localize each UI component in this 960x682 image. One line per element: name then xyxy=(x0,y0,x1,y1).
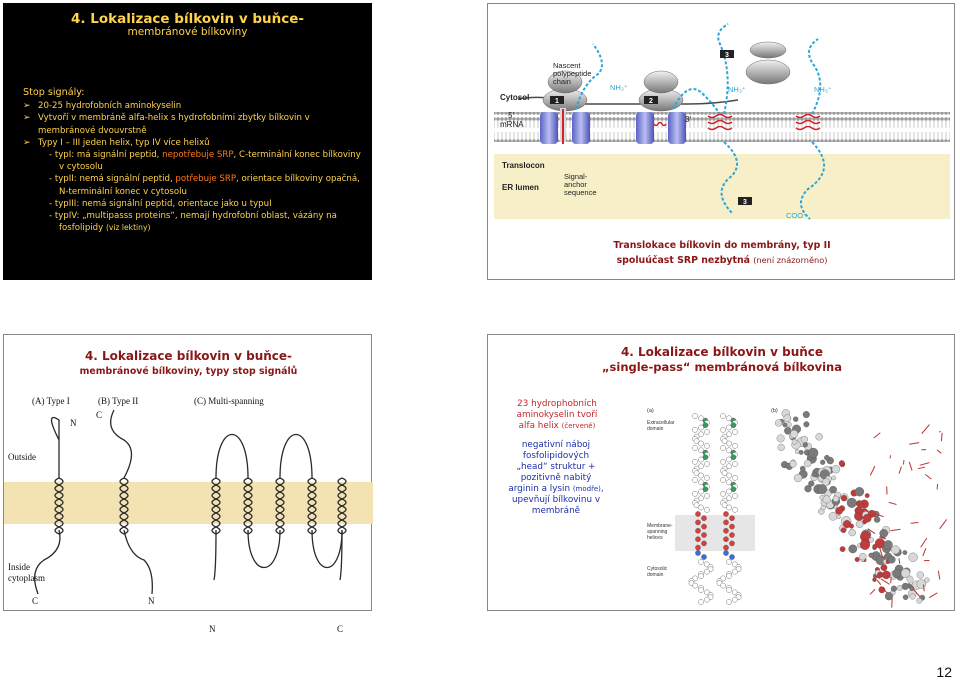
amino-acid-bead xyxy=(732,461,737,466)
charge-small: (modře) xyxy=(572,485,601,493)
bond xyxy=(909,462,912,471)
cytosolic-label: Cytosolic xyxy=(647,566,668,572)
loop xyxy=(248,530,280,568)
bond xyxy=(925,474,931,479)
amino-acid-bead xyxy=(704,461,709,466)
atom xyxy=(803,411,810,418)
atom xyxy=(800,466,805,471)
amino-acid-bead xyxy=(698,573,703,578)
atom xyxy=(817,484,827,494)
amino-acid-bead xyxy=(692,459,697,464)
type-1-text: - typI: má signální peptid, xyxy=(49,150,163,161)
bead-chain xyxy=(689,413,741,604)
atom xyxy=(873,544,878,549)
atom xyxy=(849,529,856,536)
atom xyxy=(891,586,897,592)
anchor-label: anchor xyxy=(564,180,587,189)
amino-acid-bead xyxy=(726,489,731,494)
bond xyxy=(938,571,939,580)
atom xyxy=(855,557,860,562)
polypeptide-label: polypeptide xyxy=(553,69,592,78)
charge-text: negativní náboj fosfolipidových „head“ struktur + pozitivně nabitý arginin a lysin xyxy=(508,440,596,494)
hydrophobic-small: (červeně) xyxy=(561,422,596,430)
amino-acid-bead xyxy=(720,413,725,418)
er-lumen-label: ER lumen xyxy=(502,183,539,192)
amino-acid-bead xyxy=(698,559,703,564)
cytoplasm-label: cytoplasm xyxy=(8,573,45,583)
step-2-label: 2 xyxy=(649,98,653,105)
atom xyxy=(865,493,869,497)
chain-label: chain xyxy=(553,77,571,86)
atom xyxy=(778,444,785,451)
panel-a-label: (a) xyxy=(647,408,654,414)
amino-acid-bead xyxy=(692,413,697,418)
atom xyxy=(832,465,840,473)
atom xyxy=(869,553,874,558)
type-3-label: (C) Multi-spanning xyxy=(194,396,264,406)
atom xyxy=(882,571,890,579)
amino-acid-bead xyxy=(698,457,703,462)
amino-acid-bead xyxy=(692,491,697,496)
atom xyxy=(835,507,842,514)
slide-4-subtitle: „single-pass“ membránová bílkovina xyxy=(601,360,843,374)
bond xyxy=(920,463,930,466)
atom xyxy=(783,423,787,427)
bond xyxy=(911,523,919,524)
membrane-band xyxy=(675,515,755,551)
amino-acid-bead xyxy=(720,427,725,432)
nh3-label: NH₃⁺ xyxy=(814,85,832,94)
amino-acid-bead xyxy=(732,507,737,512)
amino-acid-bead xyxy=(726,573,731,578)
bullet-item xyxy=(23,112,363,136)
extracellular-label-2: domain xyxy=(647,426,664,432)
type-3-item xyxy=(23,198,363,210)
slide-1-subtitle: membránové bílkoviny xyxy=(127,26,248,38)
slide-3-subtitle: membránové bílkoviny, typy stop signálů xyxy=(79,366,298,377)
inside-label: Inside xyxy=(8,562,30,572)
er-lumen-area xyxy=(494,154,950,219)
cytosol-label: Cytosol xyxy=(500,93,530,102)
atom xyxy=(860,540,870,550)
bond xyxy=(899,558,900,563)
type-2-rest: , orientace bílkoviny opačná, N-terminální konec v cytosolu xyxy=(59,174,360,197)
c-terminus-label: C xyxy=(337,624,344,634)
type-2-text: - typII: nemá signální peptid, xyxy=(49,174,176,185)
type-1-item xyxy=(23,149,363,173)
atom xyxy=(841,528,846,533)
atom xyxy=(855,487,864,496)
atom xyxy=(917,572,924,579)
atom xyxy=(793,417,798,422)
atom xyxy=(856,500,863,507)
atom xyxy=(837,515,841,519)
amino-acid-bead xyxy=(704,493,709,498)
figure-caption-2 xyxy=(488,255,956,266)
arrow-bullet-icon: ➢ xyxy=(23,101,31,112)
atom xyxy=(902,583,909,590)
bond xyxy=(922,425,930,434)
amino-acid-bead xyxy=(698,473,703,478)
type-2-highlight: potřebuje SRP xyxy=(175,174,237,185)
type-4-text: - typIV: „multipasss proteins“, nemají hydrofobní oblast, vázány na fosfolipidy xyxy=(49,211,337,234)
nh3-label: NH₃⁺ xyxy=(610,83,628,92)
atom xyxy=(847,498,857,508)
step-3-label: 3 xyxy=(725,52,729,59)
bullet-text: Typy I – III jeden helix, typ IV více helixů xyxy=(38,137,210,148)
amino-acid-bead xyxy=(732,569,737,574)
atom xyxy=(777,435,785,443)
atom xyxy=(805,485,812,492)
amino-acid-bead xyxy=(698,425,703,430)
atom xyxy=(829,512,837,520)
atom xyxy=(909,553,918,562)
amino-acid-bead xyxy=(723,528,728,533)
amino-acid-bead xyxy=(698,587,703,592)
bullet-text: 20-25 hydrofobních aminokyselin xyxy=(38,101,182,112)
amino-acid-bead xyxy=(704,507,709,512)
bond xyxy=(909,443,919,445)
amino-acid-bead xyxy=(729,524,734,529)
atom xyxy=(792,439,797,444)
amino-acid-bead xyxy=(693,583,698,588)
atom xyxy=(832,476,836,480)
atom xyxy=(790,461,797,468)
atom xyxy=(884,540,893,549)
bond xyxy=(940,519,947,528)
atom xyxy=(820,460,825,465)
amino-acid-bead xyxy=(698,489,703,494)
amino-acid-bead xyxy=(732,493,737,498)
amino-acid-bead xyxy=(701,532,706,537)
signal-label: Signal- xyxy=(564,172,588,181)
amino-acid-bead xyxy=(695,511,700,516)
membrane-label-2: spanning xyxy=(647,529,668,535)
slide-1-body xyxy=(23,87,363,234)
atom xyxy=(824,455,829,460)
three-prime-label: 3' xyxy=(685,115,691,124)
type-1-rest: , C-terminální konec bílkoviny v cytosolu xyxy=(59,150,361,173)
slide-2 xyxy=(487,3,955,280)
amino-acid-bead xyxy=(726,457,731,462)
loop xyxy=(312,530,342,568)
membrane-label-3: helices xyxy=(647,535,663,541)
cytosolic-label-2: domain xyxy=(647,572,664,578)
atom xyxy=(903,595,908,600)
amino-acid-bead xyxy=(695,537,700,542)
hydrophobic-note xyxy=(513,399,601,432)
bond xyxy=(918,467,925,469)
atom xyxy=(808,448,818,458)
nh3-label: NH₃⁺ xyxy=(728,85,746,94)
slide-4-title: 4. Lokalizace bílkovin v buňce xyxy=(620,345,824,359)
type-2-label: (B) Type II xyxy=(98,396,139,406)
protein-chain xyxy=(52,418,60,479)
bond xyxy=(937,450,941,453)
atom xyxy=(888,556,895,563)
translocon-label: Translocon xyxy=(502,161,545,170)
amino-acid-bead xyxy=(726,441,731,446)
bullet-item xyxy=(23,100,363,112)
bond xyxy=(929,593,937,598)
step-1-label: 1 xyxy=(555,98,559,105)
type-3-text: - typIII: nemá signální peptid, orientace jako u typuI xyxy=(49,198,272,209)
amino-acid-bead xyxy=(726,599,731,604)
atom xyxy=(840,546,845,551)
bond xyxy=(923,548,926,556)
amino-acid-bead xyxy=(729,554,734,559)
atom xyxy=(910,594,916,600)
atom xyxy=(874,517,880,523)
amino-acid-bead xyxy=(692,477,697,482)
atom xyxy=(823,496,831,504)
outside-label: Outside xyxy=(8,452,36,462)
n-terminus-label: N xyxy=(209,624,216,634)
amino-acid-bead xyxy=(720,459,725,464)
membrane-band xyxy=(4,482,373,524)
amino-acid-bead xyxy=(729,516,734,521)
extracellular-label: Extracellular xyxy=(647,420,675,426)
protein-chain xyxy=(35,530,60,594)
five-prime-label: 5' xyxy=(508,111,514,120)
type-1-label: (A) Type I xyxy=(32,396,70,406)
nascent-label: Nascent xyxy=(553,61,581,70)
glycophorin-diagram xyxy=(613,390,953,610)
bond xyxy=(881,579,890,585)
atom xyxy=(897,585,902,590)
amino-acid-bead xyxy=(701,554,706,559)
amino-acid-bead xyxy=(704,475,709,480)
amino-acid-bead xyxy=(723,511,728,516)
atom xyxy=(907,576,914,583)
amino-acid-bead xyxy=(692,445,697,450)
atom xyxy=(801,436,808,443)
atom xyxy=(917,580,926,589)
protein-chain xyxy=(214,530,216,580)
amino-acid-bead xyxy=(723,550,728,555)
atom xyxy=(849,524,854,529)
atom xyxy=(869,538,874,543)
panel-b-label: (b) xyxy=(771,408,778,414)
amino-acid-bead xyxy=(723,537,728,542)
atom xyxy=(856,521,863,528)
amino-acid-bead xyxy=(704,597,709,602)
bullet-text: Vytvoří v membráně alfa-helix s hydrofobními zbytky bílkovin v membránové dvouvrstně xyxy=(38,113,310,136)
n-terminus-label: N xyxy=(70,418,77,428)
atom xyxy=(903,550,907,554)
bond xyxy=(870,589,875,594)
figure-caption: Translokace bílkovin do membrány, typ II xyxy=(613,240,831,251)
amino-acid-bead xyxy=(695,528,700,533)
c-terminus-label: C xyxy=(32,596,39,606)
slide-3 xyxy=(3,334,372,634)
n-terminus-label: N xyxy=(148,596,155,606)
atom xyxy=(790,430,798,438)
translocation-diagram xyxy=(488,4,956,234)
amino-acid-bead xyxy=(726,505,731,510)
bond xyxy=(941,433,942,442)
amino-acid-bead xyxy=(732,443,737,448)
atom xyxy=(833,496,839,502)
amino-acid-bead xyxy=(729,532,734,537)
atom xyxy=(799,450,803,454)
amino-acid-bead xyxy=(695,550,700,555)
slide-3-title: 4. Lokalizace bílkovin v buňce- xyxy=(84,349,293,363)
amino-acid-bead xyxy=(726,425,731,430)
bond xyxy=(877,580,881,584)
amino-acid-bead xyxy=(726,473,731,478)
amino-acid-bead xyxy=(704,569,709,574)
bullet-item xyxy=(23,137,363,149)
stop-signals-heading: Stop signály: xyxy=(23,87,85,98)
amino-acid-bead xyxy=(721,583,726,588)
bond xyxy=(889,502,897,504)
atom xyxy=(775,420,782,427)
atom xyxy=(822,479,829,486)
bond xyxy=(899,466,901,473)
amino-acid-bead xyxy=(698,505,703,510)
atom xyxy=(812,472,817,477)
amino-acid-bead xyxy=(704,429,709,434)
mrna-label: mRNA xyxy=(500,120,524,129)
type-4-item xyxy=(23,210,363,234)
caption-note: (není znázorněno) xyxy=(753,255,828,265)
c-terminus-label: C xyxy=(96,410,103,420)
atom xyxy=(841,495,847,501)
atom xyxy=(859,553,866,560)
atom xyxy=(821,506,826,511)
amino-acid-bead xyxy=(732,475,737,480)
atom xyxy=(917,598,922,603)
type-1-highlight: nepotřebuje SRP xyxy=(162,150,234,161)
atom xyxy=(816,433,823,440)
hydrophobic-text: 23 hydrophobních aminokyselin tvoří alfa helix xyxy=(516,399,598,431)
bond xyxy=(870,466,875,475)
amino-acid-bead xyxy=(732,429,737,434)
sequence-label: sequence xyxy=(564,188,597,197)
slide-1 xyxy=(3,3,372,280)
atom xyxy=(873,578,877,582)
step-3-label: 3 xyxy=(743,199,747,206)
arrow-bullet-icon: ➢ xyxy=(23,113,31,124)
amino-acid-bead xyxy=(692,427,697,432)
amino-acid-bead xyxy=(732,597,737,602)
helix-3d-model xyxy=(775,409,946,607)
amino-acid-bead xyxy=(695,520,700,525)
amino-acid-bead xyxy=(723,545,728,550)
bond xyxy=(921,538,927,547)
loop xyxy=(216,435,248,479)
protein-chain xyxy=(340,530,342,580)
atom xyxy=(925,578,930,583)
protein-chain xyxy=(111,410,132,478)
charge-end: , upevňují bílkovinu v membráně xyxy=(511,484,604,516)
coo-label: COO⁻ xyxy=(786,211,808,220)
type-4-note: (viz lektiny) xyxy=(105,223,151,233)
atom xyxy=(795,449,799,453)
atom xyxy=(892,569,901,578)
atom xyxy=(803,442,808,447)
atom xyxy=(830,486,837,493)
atom xyxy=(881,564,887,570)
atom xyxy=(804,460,811,467)
atom xyxy=(839,460,845,466)
protein-chain xyxy=(124,530,152,594)
loop xyxy=(280,435,312,479)
charge-note xyxy=(506,440,606,517)
amino-acid-bead xyxy=(723,520,728,525)
amino-acid-bead xyxy=(701,516,706,521)
atom xyxy=(880,529,888,537)
atom xyxy=(856,507,863,514)
amino-acid-bead xyxy=(704,443,709,448)
amino-acid-bead xyxy=(698,599,703,604)
amino-acid-bead xyxy=(720,477,725,482)
amino-acid-bead xyxy=(720,445,725,450)
type-2-item xyxy=(23,173,363,197)
page-number: 12 xyxy=(936,664,952,680)
amino-acid-bead xyxy=(695,545,700,550)
atom xyxy=(784,415,791,422)
membrane-label: Membrane- xyxy=(647,523,673,529)
caption-bold: spoluúčast SRP nezbytná xyxy=(616,255,754,266)
slide-4 xyxy=(487,334,955,611)
atom xyxy=(849,545,857,553)
atom xyxy=(794,474,802,482)
amino-acid-bead xyxy=(726,559,731,564)
amino-acid-bead xyxy=(698,441,703,446)
bond xyxy=(939,431,941,432)
stop-signal-types-diagram xyxy=(4,380,373,634)
arrow-bullet-icon: ➢ xyxy=(23,137,31,148)
bond xyxy=(891,529,901,530)
atom xyxy=(804,422,810,428)
bond xyxy=(874,433,881,438)
amino-acid-bead xyxy=(720,491,725,496)
atom xyxy=(863,514,871,522)
amino-acid-bead xyxy=(726,587,731,592)
atom xyxy=(891,546,899,554)
amino-acid-bead xyxy=(701,541,706,546)
slide-1-title: 4. Lokalizace bílkovin v buňce- xyxy=(71,11,304,27)
amino-acid-bead xyxy=(729,541,734,546)
amino-acid-bead xyxy=(701,524,706,529)
